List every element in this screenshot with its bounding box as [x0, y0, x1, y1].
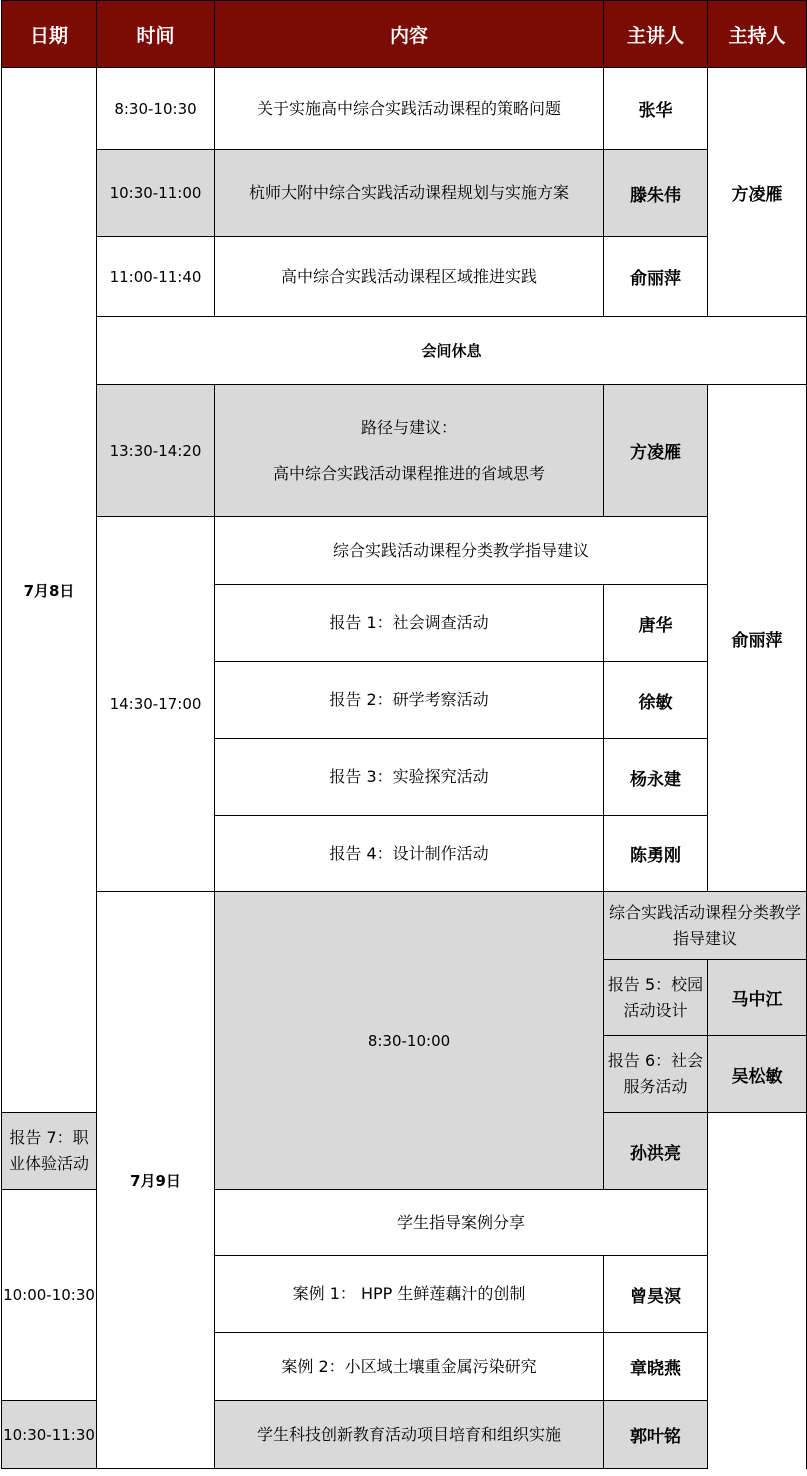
speaker-cell: 陈勇刚 [604, 816, 708, 892]
speaker-cell: 俞丽萍 [604, 237, 708, 317]
content-cell: 关于实施高中综合实践活动课程的策略问题 [215, 68, 604, 150]
content-cell: 报告 6：社会服务活动 [604, 1036, 708, 1113]
content-line: 高中综合实践活动课程推进的省域思考 [272, 463, 545, 483]
time-cell: 14:30-17:00 [97, 517, 215, 892]
header-speaker: 主讲人 [604, 1, 708, 68]
content-cell: 报告 1：社会调查活动 [215, 585, 604, 662]
header-host: 主持人 [708, 1, 807, 68]
content-cell: 报告 4：设计制作活动 [215, 816, 604, 892]
date-cell-day1: 7月8日 [2, 68, 97, 1113]
table-row [2, 68, 807, 150]
section-title-cell: 综合实践活动课程分类教学指导建议 [215, 517, 708, 585]
speaker-cell: 郭叶铭 [604, 1401, 708, 1469]
speaker-cell: 张华 [604, 68, 708, 150]
section-title-cell: 综合实践活动课程分类教学指导建议 [604, 892, 807, 960]
time-cell: 8:30-10:00 [215, 892, 604, 1190]
section-title-cell: 学生指导案例分享 [215, 1190, 708, 1256]
header-time: 时间 [97, 1, 215, 68]
content-cell: 案例 2：小区域土壤重金属污染研究 [215, 1333, 604, 1401]
table-row [2, 892, 807, 960]
time-cell: 10:30-11:00 [97, 150, 215, 237]
header-content: 内容 [215, 1, 604, 68]
speaker-cell: 孙洪亮 [604, 1113, 708, 1190]
speaker-cell: 章晓燕 [604, 1333, 708, 1401]
time-cell: 10:00-10:30 [2, 1190, 97, 1401]
speaker-cell: 徐敏 [604, 662, 708, 739]
content-cell: 案例 1： HPP 生鲜莲藕汁的创制 [215, 1256, 604, 1333]
speaker-cell: 杨永建 [604, 739, 708, 816]
speaker-cell: 唐华 [604, 585, 708, 662]
table-row [2, 237, 807, 317]
schedule-table [1, 0, 807, 1469]
table-row [2, 517, 807, 585]
speaker-cell: 滕朱伟 [604, 150, 708, 237]
content-line: 路径与建议： [360, 417, 457, 437]
speaker-cell: 曾昊溟 [604, 1256, 708, 1333]
content-cell: 高中综合实践活动课程区域推进实践 [215, 237, 604, 317]
table-row [2, 385, 807, 517]
break-row [2, 317, 807, 385]
time-cell: 13:30-14:20 [97, 385, 215, 517]
header-row [2, 1, 807, 68]
content-cell: 学生科技创新教育活动项目培育和组织实施 [215, 1401, 604, 1469]
content-cell [215, 385, 604, 517]
host-cell: 俞丽萍 [708, 385, 807, 892]
content-cell: 报告 7：职业体验活动 [2, 1113, 97, 1190]
content-cell: 报告 3：实验探究活动 [215, 739, 604, 816]
break-cell: 会间休息 [97, 317, 807, 385]
content-cell: 杭师大附中综合实践活动课程规划与实施方案 [215, 150, 604, 237]
speaker-cell: 方凌雁 [604, 385, 708, 517]
speaker-cell: 马中江 [708, 960, 807, 1036]
time-cell: 8:30-10:30 [97, 68, 215, 150]
speaker-cell: 吴松敏 [708, 1036, 807, 1113]
time-cell: 11:00-11:40 [97, 237, 215, 317]
header-date: 日期 [2, 1, 97, 68]
date-cell-day2: 7月9日 [97, 892, 215, 1469]
content-cell: 报告 5：校园活动设计 [604, 960, 708, 1036]
table-row [2, 150, 807, 237]
host-cell: 方凌雁 [708, 68, 807, 317]
content-cell: 报告 2：研学考察活动 [215, 662, 604, 739]
time-cell: 10:30-11:30 [2, 1401, 97, 1469]
